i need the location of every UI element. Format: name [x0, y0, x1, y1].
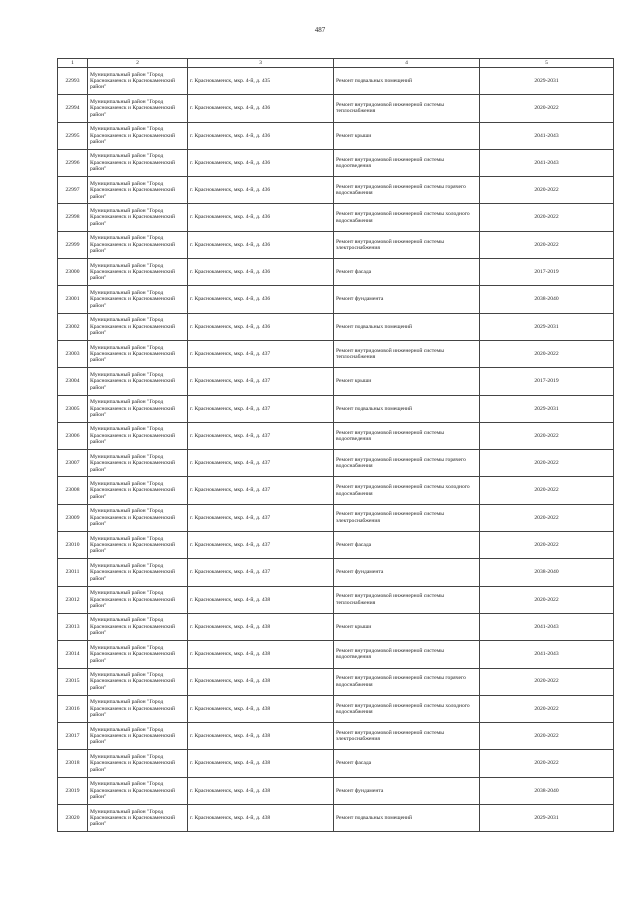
row-number: 23015 — [58, 668, 88, 695]
municipality-cell: Муниципальный район "Город Краснокаменск и Краснокаменский район" — [88, 395, 188, 422]
municipality-cell: Муниципальный район "Город Краснокаменск и Краснокаменский район" — [88, 559, 188, 586]
municipality-cell: Муниципальный район "Город Краснокаменск и Краснокаменский район" — [88, 668, 188, 695]
address-cell: г. Краснокаменск, мкр. 4-й, д. 436 — [188, 204, 334, 231]
municipality-cell: Муниципальный район "Город Краснокаменск и Краснокаменский район" — [88, 750, 188, 777]
address-cell: г. Краснокаменск, мкр. 4-й, д. 438 — [188, 586, 334, 613]
work-type-cell: Ремонт фундамента — [334, 286, 480, 313]
period-cell: 2038-2040 — [480, 286, 614, 313]
municipality-cell: Муниципальный район "Город Краснокаменск и Краснокаменский район" — [88, 177, 188, 204]
work-type-cell: Ремонт внутридомовой инженерной системы электроснабжения — [334, 504, 480, 531]
column-header-1: 1 — [58, 59, 88, 68]
address-cell: г. Краснокаменск, мкр. 4-й, д. 436 — [188, 149, 334, 176]
work-type-cell: Ремонт подвальных помещений — [334, 313, 480, 340]
period-cell: 2020-2022 — [480, 450, 614, 477]
row-number: 22996 — [58, 149, 88, 176]
work-type-cell: Ремонт внутридомовой инженерной системы водоотведения — [334, 149, 480, 176]
address-cell: г. Краснокаменск, мкр. 4-й, д. 438 — [188, 668, 334, 695]
table-row — [58, 750, 614, 777]
work-type-cell: Ремонт подвальных помещений — [334, 805, 480, 832]
period-cell: 2029-2031 — [480, 68, 614, 95]
work-type-cell: Ремонт внутридомовой инженерной системы водоотведения — [334, 641, 480, 668]
work-type-cell: Ремонт крыши — [334, 613, 480, 640]
work-type-cell: Ремонт внутридомовой инженерной системы горячего водоснабжения — [334, 450, 480, 477]
table-row — [58, 805, 614, 832]
period-cell: 2020-2022 — [480, 95, 614, 122]
row-number: 23007 — [58, 450, 88, 477]
row-number: 23005 — [58, 395, 88, 422]
work-type-cell: Ремонт внутридомовой инженерной системы теплоснабжения — [334, 340, 480, 367]
period-cell: 2020-2022 — [480, 340, 614, 367]
period-cell: 2020-2022 — [480, 668, 614, 695]
table-row — [58, 586, 614, 613]
table-body — [58, 68, 614, 832]
address-cell: г. Краснокаменск, мкр. 4-й, д. 436 — [188, 95, 334, 122]
table-row — [58, 613, 614, 640]
table-row — [58, 259, 614, 286]
municipality-cell: Муниципальный район "Город Краснокаменск и Краснокаменский район" — [88, 204, 188, 231]
page-number: 487 — [314, 26, 326, 34]
work-type-cell: Ремонт внутридомовой инженерной системы водоотведения — [334, 422, 480, 449]
address-cell: г. Краснокаменск, мкр. 4-й, д. 437 — [188, 450, 334, 477]
address-cell: г. Краснокаменск, мкр. 4-й, д. 437 — [188, 559, 334, 586]
municipality-cell: Муниципальный район "Город Краснокаменск и Краснокаменский район" — [88, 586, 188, 613]
row-number: 23006 — [58, 422, 88, 449]
column-header-5: 5 — [480, 59, 614, 68]
table-row — [58, 286, 614, 313]
municipality-cell: Муниципальный район "Город Краснокаменск и Краснокаменский район" — [88, 477, 188, 504]
row-number: 22994 — [58, 95, 88, 122]
work-type-cell: Ремонт фасада — [334, 750, 480, 777]
address-cell: г. Краснокаменск, мкр. 4-й, д. 436 — [188, 313, 334, 340]
row-number: 23004 — [58, 368, 88, 395]
column-header-3: 3 — [188, 59, 334, 68]
row-number: 23009 — [58, 504, 88, 531]
table-row — [58, 313, 614, 340]
table-row — [58, 231, 614, 258]
municipality-cell: Муниципальный район "Город Краснокаменск и Краснокаменский район" — [88, 805, 188, 832]
row-number: 22999 — [58, 231, 88, 258]
row-number: 23001 — [58, 286, 88, 313]
row-number: 23008 — [58, 477, 88, 504]
address-cell: г. Краснокаменск, мкр. 4-й, д. 437 — [188, 340, 334, 367]
municipality-cell: Муниципальный район "Город Краснокаменск и Краснокаменский район" — [88, 286, 188, 313]
municipality-cell: Муниципальный район "Город Краснокаменск и Краснокаменский район" — [88, 340, 188, 367]
row-number: 23017 — [58, 723, 88, 750]
column-header-2: 2 — [88, 59, 188, 68]
address-cell: г. Краснокаменск, мкр. 4-й, д. 436 — [188, 231, 334, 258]
municipality-cell: Муниципальный район "Город Краснокаменск и Краснокаменский район" — [88, 504, 188, 531]
municipality-cell: Муниципальный район "Город Краснокаменск и Краснокаменский район" — [88, 68, 188, 95]
table-row — [58, 777, 614, 804]
address-cell: г. Краснокаменск, мкр. 4-й, д. 436 — [188, 286, 334, 313]
row-number: 23019 — [58, 777, 88, 804]
address-cell: г. Краснокаменск, мкр. 4-й, д. 438 — [188, 750, 334, 777]
row-number: 23020 — [58, 805, 88, 832]
period-cell: 2017-2019 — [480, 259, 614, 286]
period-cell: 2020-2022 — [480, 532, 614, 559]
work-type-cell: Ремонт внутридомовой инженерной системы горячего водоснабжения — [334, 668, 480, 695]
work-type-cell: Ремонт внутридомовой инженерной системы холодного водоснабжения — [334, 695, 480, 722]
table-row — [58, 504, 614, 531]
work-type-cell: Ремонт внутридомовой инженерной системы электроснабжения — [334, 723, 480, 750]
row-number: 23016 — [58, 695, 88, 722]
period-cell: 2020-2022 — [480, 422, 614, 449]
row-number: 23018 — [58, 750, 88, 777]
period-cell: 2041-2043 — [480, 613, 614, 640]
municipality-cell: Муниципальный район "Город Краснокаменск и Краснокаменский район" — [88, 313, 188, 340]
row-number: 23010 — [58, 532, 88, 559]
municipality-cell: Муниципальный район "Город Краснокаменск и Краснокаменский район" — [88, 777, 188, 804]
table-row — [58, 177, 614, 204]
column-number-row — [58, 59, 614, 68]
municipality-cell: Муниципальный район "Город Краснокаменск и Краснокаменский район" — [88, 641, 188, 668]
period-cell: 2038-2040 — [480, 777, 614, 804]
period-cell: 2029-2031 — [480, 313, 614, 340]
municipality-cell: Муниципальный район "Город Краснокаменск и Краснокаменский район" — [88, 532, 188, 559]
municipality-cell: Муниципальный район "Город Краснокаменск и Краснокаменский район" — [88, 122, 188, 149]
row-number: 22995 — [58, 122, 88, 149]
work-type-cell: Ремонт подвальных помещений — [334, 68, 480, 95]
table-row — [58, 477, 614, 504]
municipality-cell: Муниципальный район "Город Краснокаменск и Краснокаменский район" — [88, 450, 188, 477]
address-cell: г. Краснокаменск, мкр. 4-й, д. 435 — [188, 68, 334, 95]
row-number: 23012 — [58, 586, 88, 613]
municipality-cell: Муниципальный район "Город Краснокаменск и Краснокаменский район" — [88, 422, 188, 449]
address-cell: г. Краснокаменск, мкр. 4-й, д. 437 — [188, 368, 334, 395]
table-row — [58, 340, 614, 367]
table-row — [58, 395, 614, 422]
address-cell: г. Краснокаменск, мкр. 4-й, д. 438 — [188, 723, 334, 750]
address-cell: г. Краснокаменск, мкр. 4-й, д. 437 — [188, 422, 334, 449]
period-cell: 2029-2031 — [480, 395, 614, 422]
work-type-cell: Ремонт фундамента — [334, 777, 480, 804]
table-row — [58, 668, 614, 695]
address-cell: г. Краснокаменск, мкр. 4-й, д. 438 — [188, 777, 334, 804]
table-row — [58, 68, 614, 95]
work-type-cell: Ремонт фундамента — [334, 559, 480, 586]
table-row — [58, 149, 614, 176]
work-type-cell: Ремонт внутридомовой инженерной системы теплоснабжения — [334, 95, 480, 122]
table-row — [58, 95, 614, 122]
row-number: 22993 — [58, 68, 88, 95]
repair-schedule-table — [57, 58, 614, 832]
table-row — [58, 723, 614, 750]
period-cell: 2020-2022 — [480, 231, 614, 258]
address-cell: г. Краснокаменск, мкр. 4-й, д. 436 — [188, 122, 334, 149]
work-type-cell: Ремонт внутридомовой инженерной системы теплоснабжения — [334, 586, 480, 613]
period-cell: 2020-2022 — [480, 177, 614, 204]
table-row — [58, 204, 614, 231]
table-row — [58, 641, 614, 668]
work-type-cell: Ремонт внутридомовой инженерной системы холодного водоснабжения — [334, 477, 480, 504]
table-row — [58, 368, 614, 395]
municipality-cell: Муниципальный район "Город Краснокаменск и Краснокаменский район" — [88, 613, 188, 640]
address-cell: г. Краснокаменск, мкр. 4-й, д. 438 — [188, 641, 334, 668]
address-cell: г. Краснокаменск, мкр. 4-й, д. 437 — [188, 395, 334, 422]
period-cell: 2041-2043 — [480, 149, 614, 176]
period-cell: 2020-2022 — [480, 586, 614, 613]
address-cell: г. Краснокаменск, мкр. 4-й, д. 438 — [188, 695, 334, 722]
work-type-cell: Ремонт крыши — [334, 122, 480, 149]
work-type-cell: Ремонт внутридомовой инженерной системы электроснабжения — [334, 231, 480, 258]
row-number: 23000 — [58, 259, 88, 286]
period-cell: 2020-2022 — [480, 723, 614, 750]
work-type-cell: Ремонт крыши — [334, 368, 480, 395]
row-number: 22997 — [58, 177, 88, 204]
address-cell: г. Краснокаменск, мкр. 4-й, д. 438 — [188, 805, 334, 832]
municipality-cell: Муниципальный район "Город Краснокаменск и Краснокаменский район" — [88, 95, 188, 122]
period-cell: 2017-2019 — [480, 368, 614, 395]
row-number: 23013 — [58, 613, 88, 640]
row-number: 23003 — [58, 340, 88, 367]
work-type-cell: Ремонт внутридомовой инженерной системы холодного водоснабжения — [334, 204, 480, 231]
address-cell: г. Краснокаменск, мкр. 4-й, д. 436 — [188, 259, 334, 286]
row-number: 23014 — [58, 641, 88, 668]
table-row — [58, 122, 614, 149]
table-row — [58, 695, 614, 722]
address-cell: г. Краснокаменск, мкр. 4-й, д. 437 — [188, 477, 334, 504]
period-cell: 2029-2031 — [480, 805, 614, 832]
row-number: 22998 — [58, 204, 88, 231]
period-cell: 2020-2022 — [480, 695, 614, 722]
address-cell: г. Краснокаменск, мкр. 4-й, д. 438 — [188, 613, 334, 640]
table-row — [58, 559, 614, 586]
address-cell: г. Краснокаменск, мкр. 4-й, д. 437 — [188, 504, 334, 531]
period-cell: 2038-2040 — [480, 559, 614, 586]
column-header-4: 4 — [334, 59, 480, 68]
work-type-cell: Ремонт подвальных помещений — [334, 395, 480, 422]
table-row — [58, 422, 614, 449]
period-cell: 2020-2022 — [480, 504, 614, 531]
work-type-cell: Ремонт фасада — [334, 532, 480, 559]
period-cell: 2020-2022 — [480, 750, 614, 777]
row-number: 23011 — [58, 559, 88, 586]
period-cell: 2020-2022 — [480, 204, 614, 231]
municipality-cell: Муниципальный район "Город Краснокаменск и Краснокаменский район" — [88, 149, 188, 176]
municipality-cell: Муниципальный район "Город Краснокаменск и Краснокаменский район" — [88, 231, 188, 258]
municipality-cell: Муниципальный район "Город Краснокаменск и Краснокаменский район" — [88, 259, 188, 286]
work-type-cell: Ремонт внутридомовой инженерной системы горячего водоснабжения — [334, 177, 480, 204]
municipality-cell: Муниципальный район "Город Краснокаменск и Краснокаменский район" — [88, 368, 188, 395]
municipality-cell: Муниципальный район "Город Краснокаменск и Краснокаменский район" — [88, 723, 188, 750]
period-cell: 2041-2043 — [480, 122, 614, 149]
period-cell: 2041-2043 — [480, 641, 614, 668]
period-cell: 2020-2022 — [480, 477, 614, 504]
work-type-cell: Ремонт фасада — [334, 259, 480, 286]
table-row — [58, 532, 614, 559]
row-number: 23002 — [58, 313, 88, 340]
address-cell: г. Краснокаменск, мкр. 4-й, д. 436 — [188, 177, 334, 204]
table-row — [58, 450, 614, 477]
municipality-cell: Муниципальный район "Город Краснокаменск и Краснокаменский район" — [88, 695, 188, 722]
address-cell: г. Краснокаменск, мкр. 4-й, д. 437 — [188, 532, 334, 559]
